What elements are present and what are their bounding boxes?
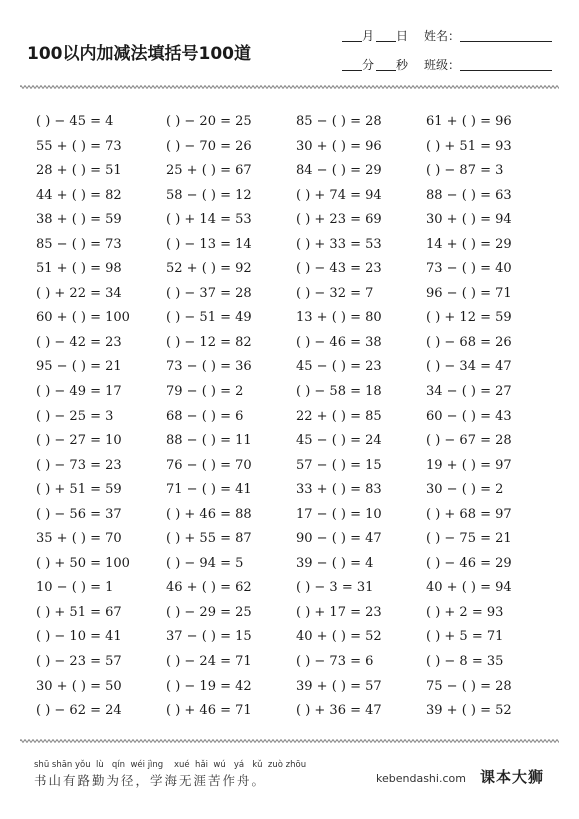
- problem-item[interactable]: 30 + ( ) = 94: [426, 212, 512, 228]
- problem-item[interactable]: ( ) − 13 = 14: [166, 236, 252, 252]
- problem-item[interactable]: 73 − ( ) = 36: [166, 359, 252, 375]
- problem-item[interactable]: 37 − ( ) = 15: [166, 629, 252, 645]
- problem-item[interactable]: 10 − ( ) = 1: [36, 580, 114, 596]
- problem-item[interactable]: ( ) + 12 = 59: [426, 310, 512, 326]
- problem-item[interactable]: ( ) − 27 = 10: [36, 433, 122, 449]
- problem-item[interactable]: 30 + ( ) = 96: [296, 138, 382, 154]
- month-label: 月: [362, 29, 375, 43]
- problem-item[interactable]: 40 + ( ) = 94: [426, 580, 512, 596]
- problem-item[interactable]: ( ) + 50 = 100: [36, 555, 130, 571]
- problem-item[interactable]: 39 + ( ) = 57: [296, 678, 382, 694]
- problem-item[interactable]: 51 + ( ) = 98: [36, 261, 122, 277]
- problem-item[interactable]: ( ) + 2 = 93: [426, 604, 504, 620]
- problem-item[interactable]: 39 − ( ) = 4: [296, 555, 374, 571]
- problem-item[interactable]: 35 + ( ) = 70: [36, 531, 122, 547]
- problem-item[interactable]: ( ) − 12 = 82: [166, 334, 252, 350]
- problem-item[interactable]: 84 − ( ) = 29: [296, 163, 382, 179]
- problem-item[interactable]: 60 + ( ) = 100: [36, 310, 130, 326]
- bottom-wavy-divider: [20, 738, 559, 744]
- problem-item[interactable]: 30 − ( ) = 2: [426, 482, 504, 498]
- problem-item[interactable]: ( ) + 36 = 47: [296, 703, 382, 719]
- problem-item[interactable]: 96 − ( ) = 71: [426, 285, 512, 301]
- top-wavy-divider: [20, 84, 559, 90]
- problem-item[interactable]: 14 + ( ) = 29: [426, 236, 512, 252]
- motto-pinyin: shū shān yǒu lù qín wéi jìng xué hǎi wú yá kǔ zuò zhōu: [34, 760, 307, 770]
- problem-item[interactable]: ( ) − 94 = 5: [166, 555, 244, 571]
- second-label: 秒: [396, 58, 409, 72]
- problem-item[interactable]: ( ) − 20 = 25: [166, 114, 252, 129]
- date-line: [342, 27, 408, 44]
- problem-item[interactable]: ( ) − 67 = 28: [426, 433, 512, 449]
- problem-item[interactable]: ( ) + 46 = 88: [166, 506, 252, 522]
- problem-item[interactable]: 68 − ( ) = 6: [166, 408, 244, 424]
- problem-item[interactable]: 13 + ( ) = 80: [296, 310, 382, 326]
- problem-item[interactable]: ( ) − 70 = 26: [166, 138, 252, 154]
- problem-item[interactable]: ( ) − 34 = 47: [426, 359, 512, 375]
- month-blank[interactable]: [342, 29, 362, 42]
- motto-text: 书山有路勤为径，学海无涯苦作舟。: [34, 773, 267, 788]
- second-blank[interactable]: [376, 58, 396, 71]
- problem-grid: [36, 113, 556, 727]
- problem-item[interactable]: ( ) − 51 = 49: [166, 310, 252, 326]
- problem-item[interactable]: 85 − ( ) = 28: [296, 114, 382, 129]
- problem-item[interactable]: 57 − ( ) = 15: [296, 457, 382, 473]
- class-label: 班级：: [424, 58, 461, 72]
- problem-item[interactable]: ( ) − 37 = 28: [166, 285, 252, 301]
- problem-item[interactable]: 40 + ( ) = 52: [296, 629, 382, 645]
- problem-item[interactable]: ( ) − 49 = 17: [36, 384, 122, 400]
- problem-item[interactable]: 71 − ( ) = 41: [166, 482, 252, 498]
- problem-item[interactable]: ( ) − 45 = 4: [36, 114, 114, 129]
- problem-item[interactable]: ( ) + 14 = 53: [166, 212, 252, 228]
- problem-item[interactable]: 90 − ( ) = 47: [296, 531, 382, 547]
- problem-item[interactable]: ( ) + 51 = 93: [426, 138, 512, 154]
- problem-item[interactable]: ( ) − 25 = 3: [36, 408, 114, 424]
- problem-item[interactable]: ( ) + 5 = 71: [426, 629, 504, 645]
- problem-item[interactable]: 25 + ( ) = 67: [166, 163, 252, 179]
- problem-item[interactable]: 75 − ( ) = 28: [426, 678, 512, 694]
- problem-item[interactable]: 88 − ( ) = 11: [166, 433, 252, 449]
- problem-item[interactable]: ( ) − 75 = 21: [426, 531, 512, 547]
- problem-item[interactable]: ( ) + 74 = 94: [296, 187, 382, 203]
- class-line: [424, 56, 552, 73]
- problem-item[interactable]: 79 − ( ) = 2: [166, 384, 244, 400]
- problem-item[interactable]: ( ) + 33 = 53: [296, 236, 382, 252]
- problem-item[interactable]: 85 − ( ) = 73: [36, 236, 122, 252]
- problem-item[interactable]: 34 − ( ) = 27: [426, 384, 512, 400]
- problem-item[interactable]: 45 − ( ) = 23: [296, 359, 382, 375]
- name-label: 姓名：: [424, 29, 461, 43]
- problem-item[interactable]: 38 + ( ) = 59: [36, 212, 122, 228]
- problem-item[interactable]: 58 − ( ) = 12: [166, 187, 252, 203]
- problem-item[interactable]: 30 + ( ) = 50: [36, 678, 122, 694]
- problem-item[interactable]: ( ) − 32 = 7: [296, 285, 374, 301]
- problem-item[interactable]: 22 + ( ) = 85: [296, 408, 382, 424]
- problem-item[interactable]: 76 − ( ) = 70: [166, 457, 252, 473]
- problem-item[interactable]: 60 − ( ) = 43: [426, 408, 512, 424]
- time-line: [342, 56, 408, 73]
- problem-item[interactable]: 73 − ( ) = 40: [426, 261, 512, 277]
- problem-item[interactable]: ( ) + 68 = 97: [426, 506, 512, 522]
- class-blank[interactable]: [460, 58, 552, 71]
- problem-item[interactable]: ( ) − 46 = 38: [296, 334, 382, 350]
- problem-item[interactable]: 88 − ( ) = 63: [426, 187, 512, 203]
- problem-item[interactable]: ( ) − 43 = 23: [296, 261, 382, 277]
- problem-item[interactable]: ( ) − 73 = 6: [296, 654, 374, 670]
- problem-item[interactable]: ( ) − 29 = 25: [166, 604, 252, 620]
- problem-item[interactable]: ( ) − 10 = 41: [36, 629, 122, 645]
- problem-item[interactable]: ( ) + 51 = 59: [36, 482, 122, 498]
- problem-item[interactable]: ( ) − 87 = 3: [426, 163, 504, 179]
- day-blank[interactable]: [376, 29, 396, 42]
- problem-item[interactable]: 45 − ( ) = 24: [296, 433, 382, 449]
- problem-item[interactable]: ( ) − 42 = 23: [36, 334, 122, 350]
- problem-item[interactable]: 52 + ( ) = 92: [166, 261, 252, 277]
- problem-item[interactable]: ( ) + 23 = 69: [296, 212, 382, 228]
- problem-item[interactable]: 46 + ( ) = 62: [166, 580, 252, 596]
- problem-item[interactable]: 44 + ( ) = 82: [36, 187, 122, 203]
- problem-item[interactable]: ( ) − 23 = 57: [36, 654, 122, 670]
- problem-item[interactable]: ( ) − 68 = 26: [426, 334, 512, 350]
- problem-item[interactable]: 19 + ( ) = 97: [426, 457, 512, 473]
- problem-item[interactable]: 55 + ( ) = 73: [36, 138, 122, 154]
- name-blank[interactable]: [460, 29, 552, 42]
- problem-item[interactable]: ( ) − 24 = 71: [166, 654, 252, 670]
- problem-item[interactable]: ( ) + 22 = 34: [36, 285, 122, 301]
- problem-item[interactable]: ( ) − 8 = 35: [426, 654, 504, 670]
- problem-item[interactable]: 39 + ( ) = 52: [426, 703, 512, 719]
- problem-item[interactable]: ( ) + 46 = 71: [166, 703, 252, 719]
- problem-item[interactable]: ( ) − 46 = 29: [426, 555, 512, 571]
- day-label: 日: [396, 29, 409, 43]
- problem-item[interactable]: ( ) − 19 = 42: [166, 678, 252, 694]
- brand-logo: 课本大狮: [480, 768, 545, 786]
- problem-item[interactable]: 33 + ( ) = 83: [296, 482, 382, 498]
- problem-item[interactable]: ( ) − 73 = 23: [36, 457, 122, 473]
- problem-item[interactable]: ( ) − 62 = 24: [36, 703, 122, 719]
- problem-item[interactable]: 17 − ( ) = 10: [296, 506, 382, 522]
- problem-item[interactable]: ( ) + 17 = 23: [296, 604, 382, 620]
- name-line: [424, 27, 552, 44]
- page-title: 100以内加减法填括号100道: [27, 44, 251, 64]
- minute-label: 分: [362, 58, 375, 72]
- problem-item[interactable]: 95 − ( ) = 21: [36, 359, 122, 375]
- problem-item[interactable]: 61 + ( ) = 96: [426, 114, 512, 129]
- problem-item[interactable]: ( ) − 58 = 18: [296, 384, 382, 400]
- problem-item[interactable]: ( ) − 56 = 37: [36, 506, 122, 522]
- problem-item[interactable]: ( ) + 51 = 67: [36, 604, 122, 620]
- site-url: kebendashi.com: [376, 772, 466, 785]
- problem-item[interactable]: ( ) − 3 = 31: [296, 580, 374, 596]
- minute-blank[interactable]: [342, 58, 362, 71]
- problem-item[interactable]: 28 + ( ) = 51: [36, 163, 122, 179]
- problem-item[interactable]: ( ) + 55 = 87: [166, 531, 252, 547]
